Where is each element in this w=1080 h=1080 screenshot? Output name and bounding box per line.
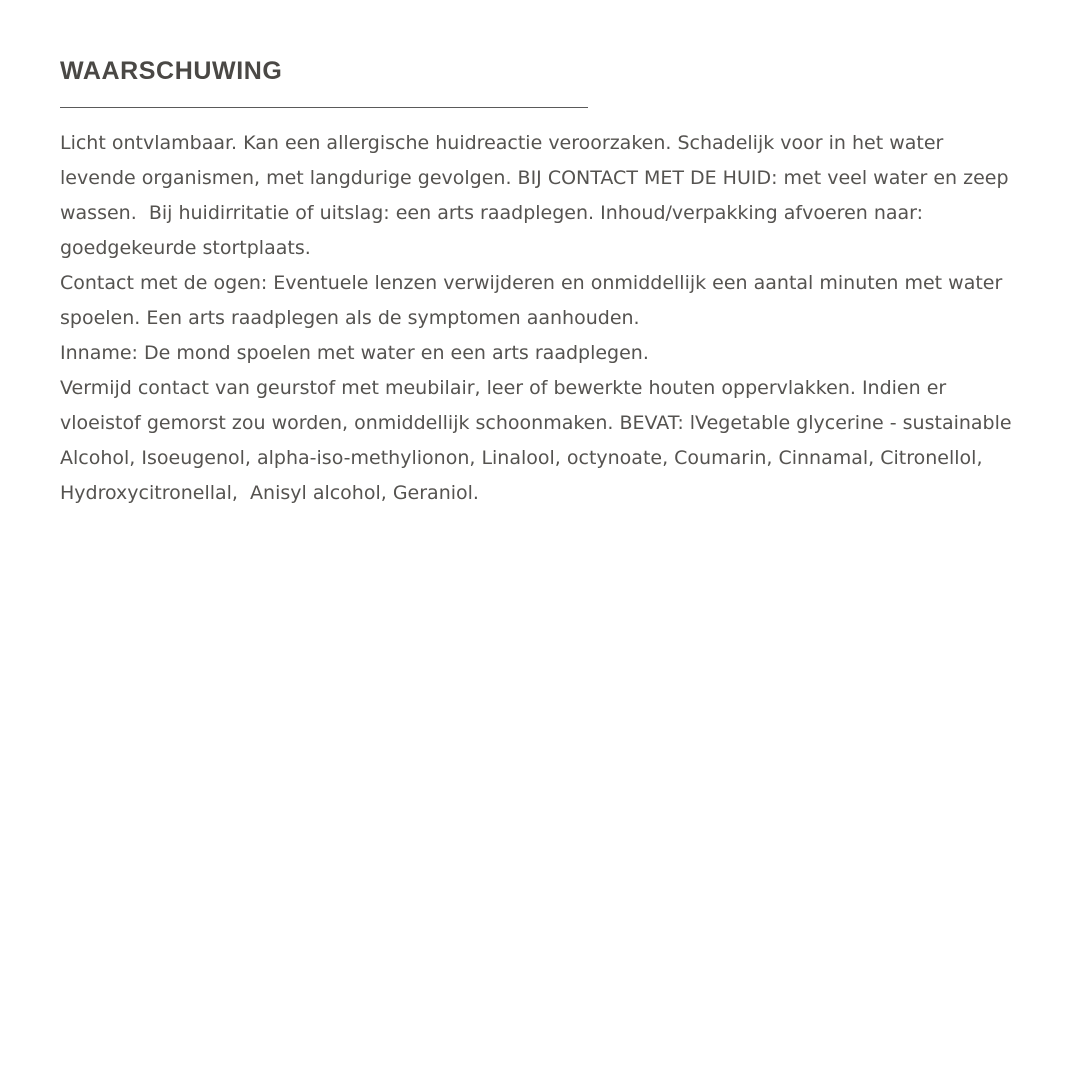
warning-paragraph-hazards: Licht ontvlambaar. Kan een allergische huidreactie veroorzaken. Schadelijk voor in het water levende organismen, met langdurige gevolgen. BIJ CONTACT MET DE HUID: met veel water en zeep wassen. Bij huidirritatie of uitslag: een arts raadplegen. Inhoud/verpakking afvoeren naar: goedgekeurde stortplaats.: [60, 132, 1015, 259]
warning-paragraph-eyes: Contact met de ogen: Eventuele lenzen verwijderen en onmiddellijk een aantal minuten met water spoelen. Een arts raadplegen als de symptomen aanhouden.: [60, 272, 1009, 329]
warning-text: [60, 126, 1025, 511]
warning-title: WAARSCHUWING: [60, 57, 283, 85]
warning-paragraph-ingestion: Inname: De mond spoelen met water en een arts raadplegen.: [60, 342, 649, 364]
warning-paragraph-ingredients: Vermijd contact van geurstof met meubilair, leer of bewerkte houten oppervlakken. Indien er vloeistof gemorst zou worden, onmiddellijk schoonmaken. BEVAT: lVegetable glycerine - sustainable Alcohol, Isoeugenol, alpha-iso-methylionon, Linalool, octynoate, Coumarin, Cinnamal, Citronellol, Hydroxycitronellal, Anisyl alcohol, Geraniol.: [60, 377, 1018, 504]
title-divider: [60, 107, 588, 108]
warning-section: [60, 52, 1025, 511]
